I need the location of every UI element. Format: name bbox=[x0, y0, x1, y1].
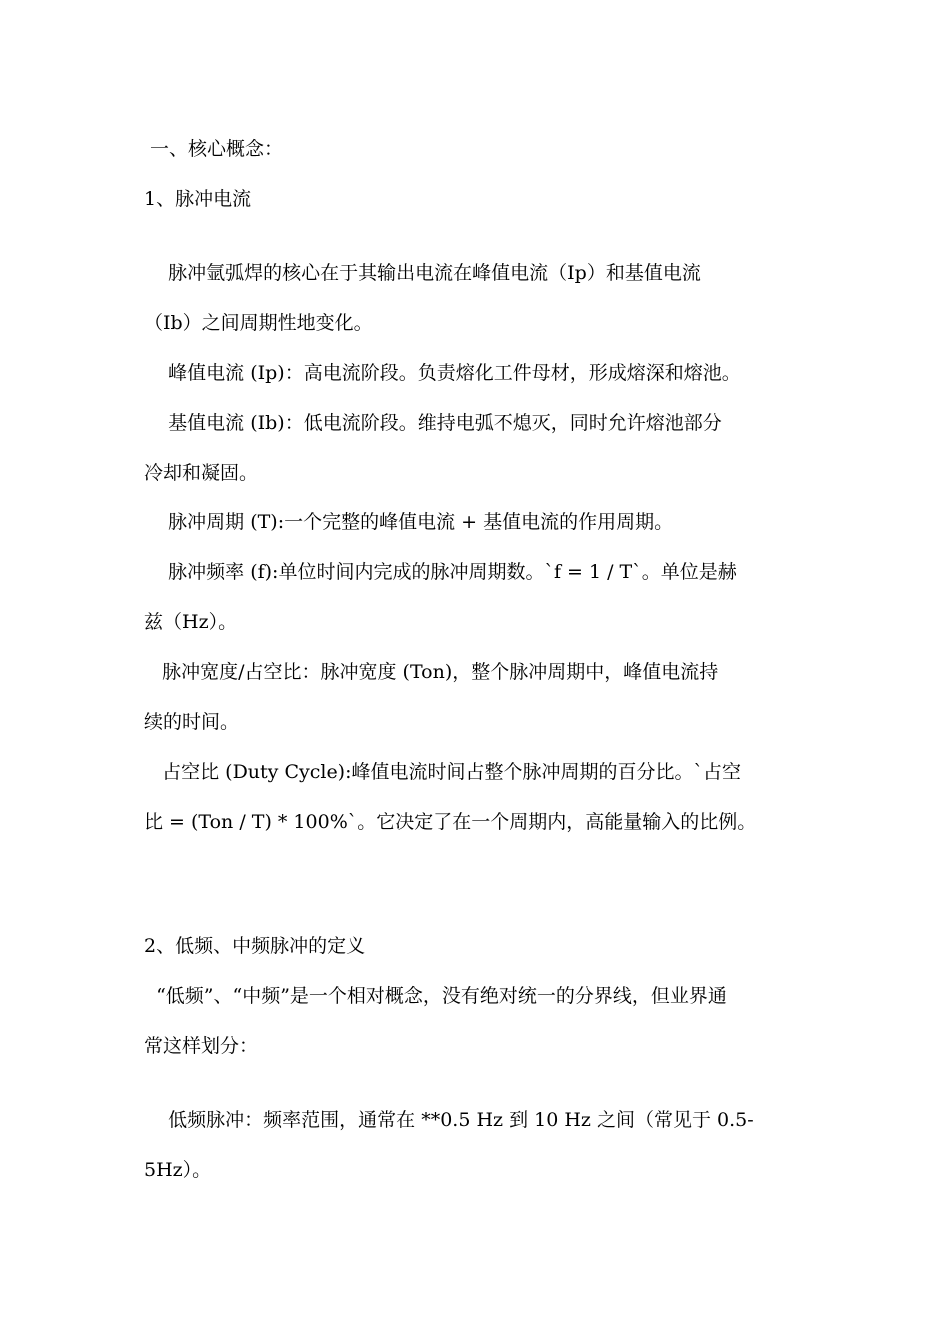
duty-cycle-line-1: 占空比 (Duty Cycle):峰值电流时间占整个脉冲周期的百分比。`占空 bbox=[144, 761, 741, 783]
peak-current-line: 峰值电流 (Ip)：高电流阶段。负责熔化工件母材，形成熔深和熔池。 bbox=[144, 362, 741, 384]
base-current-line-2: 冷却和凝固。 bbox=[144, 462, 259, 484]
pulse-width-line-1: 脉冲宽度/占空比：脉冲宽度 (Ton)，整个脉冲周期中，峰值电流持 bbox=[144, 661, 719, 683]
section2-intro-line-1: “低频”、“中频”是一个相对概念，没有绝对统一的分界线，但业界通 bbox=[144, 985, 727, 1007]
pulse-frequency-line-2: 兹（Hz）。 bbox=[144, 611, 238, 633]
section1-title: 1、脉冲电流 bbox=[144, 188, 252, 210]
section2-intro-line-2: 常这样划分： bbox=[144, 1035, 259, 1057]
duty-cycle-line-2: 比 = (Ton / T) * 100%`。它决定了在一个周期内，高能量输入的比例。 bbox=[144, 811, 757, 833]
paragraph-intro-line-1: 脉冲氩弧焊的核心在于其输出电流在峰值电流（Ip）和基值电流 bbox=[144, 262, 701, 284]
pulse-width-line-2: 续的时间。 bbox=[144, 711, 240, 733]
pulse-frequency-line-1: 脉冲频率 (f):单位时间内完成的脉冲周期数。`f = 1 / T`。单位是赫 bbox=[144, 561, 737, 583]
pulse-period-line: 脉冲周期 (T):一个完整的峰值电流 + 基值电流的作用周期。 bbox=[144, 511, 674, 533]
base-current-line-1: 基值电流 (Ib)：低电流阶段。维持电弧不熄灭，同时允许熔池部分 bbox=[144, 412, 722, 434]
paragraph-intro-line-2: （Ib）之间周期性地变化。 bbox=[144, 312, 373, 334]
low-frequency-line-2: 5Hz）。 bbox=[144, 1159, 212, 1181]
low-frequency-line-1: 低频脉冲：频率范围，通常在 **0.5 Hz 到 10 Hz 之间（常见于 0.5- bbox=[144, 1109, 754, 1131]
section2-title: 2、低频、中频脉冲的定义 bbox=[144, 935, 366, 957]
section-heading: 一、核心概念： bbox=[144, 138, 284, 160]
